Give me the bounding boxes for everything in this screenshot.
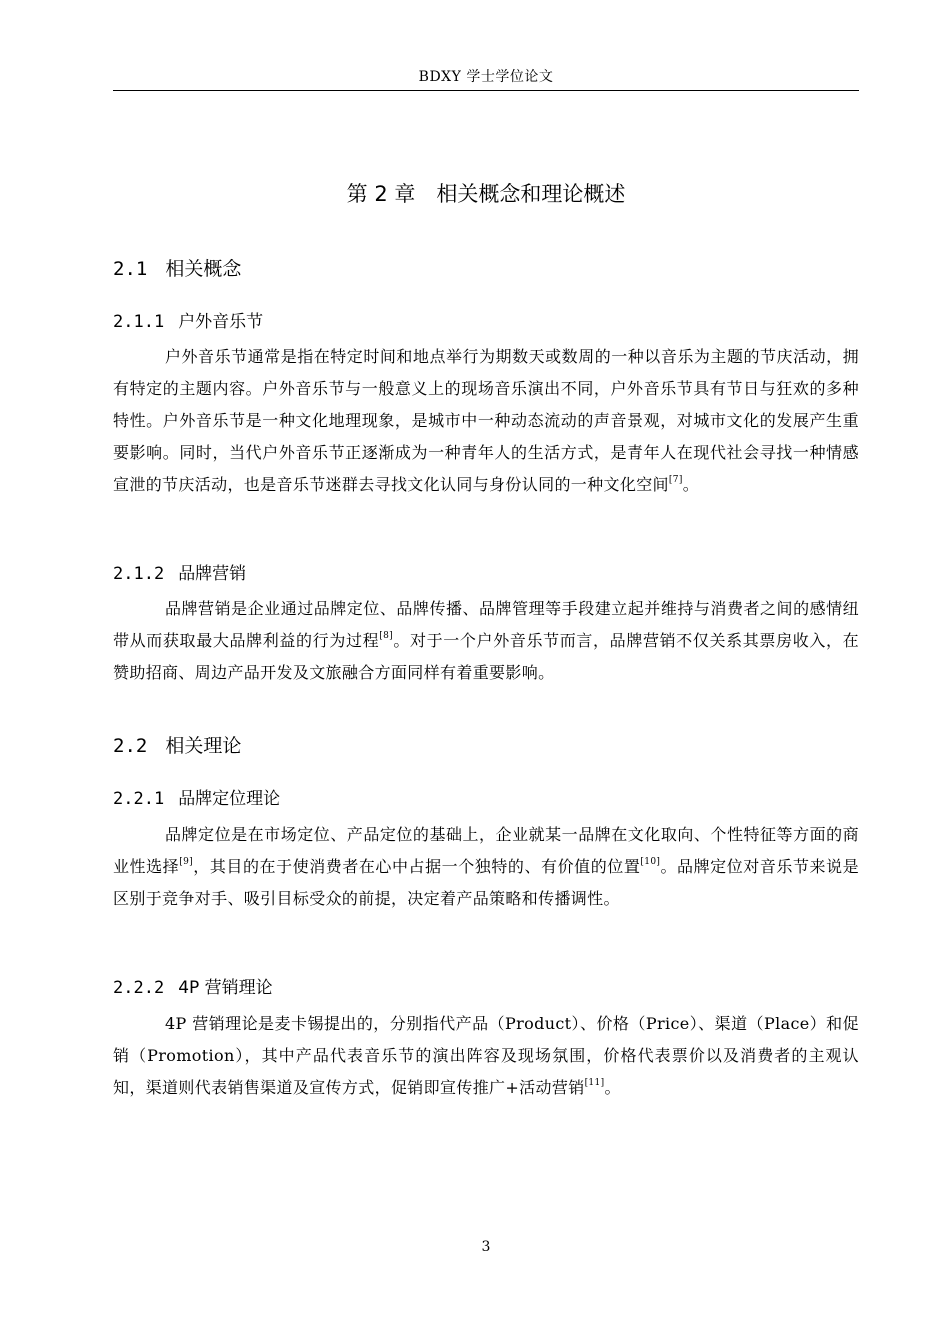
- paragraph-brand-marketing: [113, 593, 859, 689]
- section-number: 2.2: [113, 735, 148, 757]
- subsection-title: 4P 营销理论: [178, 978, 273, 998]
- subsection-heading-2-1-1: [113, 307, 263, 332]
- subsection-number: 2.2.2: [113, 978, 165, 998]
- header-rule: [113, 90, 859, 91]
- paragraph-text: 。对于一个户外音乐节而言，品牌营销不仅关系其票房收入，在赞助招商、周边产品开发及文旅融合方面同样有着重要影响。: [113, 631, 859, 682]
- running-header: BDXY 学士学位论文: [418, 69, 554, 85]
- page-number: 3: [481, 1239, 491, 1255]
- citation: [11]: [584, 1078, 605, 1088]
- paragraph-outdoor-music-festival: [113, 341, 859, 501]
- subsection-title: 品牌营销: [178, 564, 247, 584]
- subsection-title: 品牌定位理论: [178, 789, 281, 809]
- section-title: 相关理论: [165, 735, 242, 757]
- paragraph-text: 。品牌定位对音乐节来说是区别于竞争对手、吸引目标受众的前提，决定着产品策略和传播调性。: [113, 857, 860, 908]
- subsection-number: 2.1.2: [113, 564, 165, 584]
- paragraph-text: 户外音乐节通常是指在特定时间和地点举行为期数天或数周的一种以音乐为主题的节庆活动，拥有特定的主题内容。户外音乐节与一般意义上的现场音乐演出不同，户外音乐节具有节日与狂欢的多种特性。户外音乐节是一种文化地理现象，是城市中一种动态流动的声音景观，对城市文化的发展产生重要影响。同时，当代户外音乐节正逐渐成为一种青年人的生活方式，是青年人在现代社会寻找一种情感宣泄的节庆活动，也是音乐节迷群去寻找文化认同与身份认同的一种文化空间: [113, 347, 859, 494]
- section-heading-2-1: [113, 254, 241, 281]
- paragraph-tail: 。: [604, 1078, 621, 1097]
- subsection-number: 2.2.1: [113, 789, 165, 809]
- section-title: 相关概念: [165, 258, 242, 280]
- subsection-title: 户外音乐节: [178, 312, 264, 332]
- subsection-heading-2-2-2: [113, 973, 273, 998]
- paragraph-brand-positioning: [113, 819, 859, 915]
- citation: [10]: [640, 857, 661, 867]
- citation: [7]: [668, 475, 683, 485]
- subsection-heading-2-1-2: [113, 559, 246, 584]
- paragraph-4p-marketing: [113, 1008, 859, 1104]
- paragraph-text: ，其目的在于使消费者在心中占据一个独特的、有价值的位置: [193, 857, 641, 876]
- paragraph-text: 品牌定位是在市场定位、产品定位的基础上，企业就某一品牌在文化取向、个性特征等方面的商业性选择: [113, 825, 859, 876]
- subsection-number: 2.1.1: [113, 312, 165, 332]
- chapter-title: 第 2 章 相关概念和理论概述: [346, 182, 626, 206]
- paragraph-text: 4P 营销理论是麦卡锡提出的，分别指代产品（Product）、价格（Price）、渠道（Place）和促销（Promotion），其中产品代表音乐节的演出阵容及现场氛围，价格代表票价以及消费者的主观认知，渠道则代表销售渠道及宣传方式，促销即宣传推广+活动营销: [113, 1014, 859, 1097]
- citation: [8]: [379, 631, 394, 641]
- section-number: 2.1: [113, 258, 148, 280]
- paragraph-text: 品牌营销是企业通过品牌定位、品牌传播、品牌管理等手段建立起并维持与消费者之间的感情纽带从而获取最大品牌利益的行为过程: [113, 599, 859, 650]
- section-heading-2-2: [113, 731, 241, 758]
- subsection-heading-2-2-1: [113, 784, 280, 809]
- citation: [9]: [179, 857, 194, 867]
- paragraph-tail: 。: [682, 475, 700, 494]
